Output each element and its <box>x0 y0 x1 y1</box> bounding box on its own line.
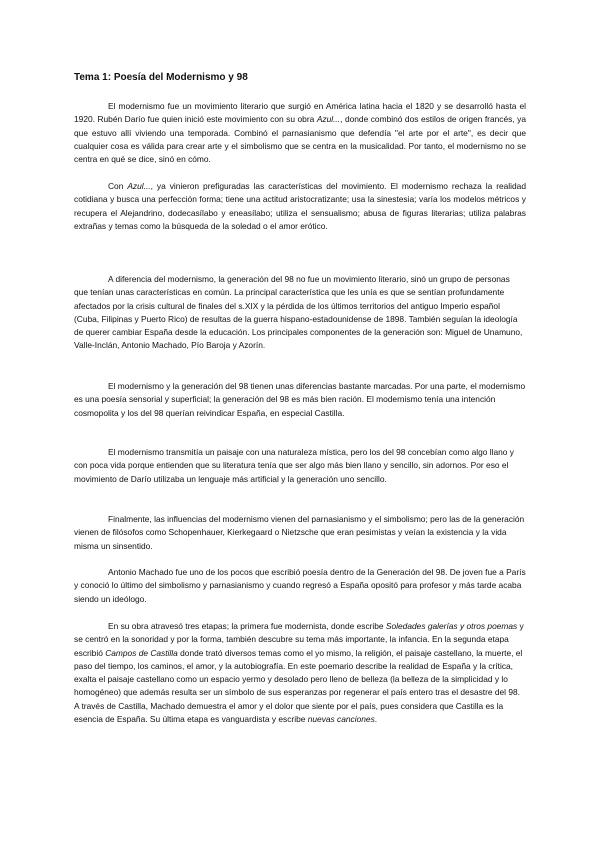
paragraph-azul-caracteristicas: Con Azul..., ya vinieron prefiguradas las características del movimiento. El modernismo rechaza la realidad cotidiana y busca una perfección forma; tiene una actitud aristocratizante; usa la sinestesia; varía los modelos métricos y recupera el Alejandrino, dodecasílabo y eneasílabo; utiliza el sensualismo; abusa de figuras literarias; utiliza palabras extrañas y temas como la búsqueda de la soledad o el amor erótico. <box>74 181 526 231</box>
paragraph-modernismo-intro: El modernismo fue un movimiento literario que surgió en América latina hacia el 1820 y se desarrolló hasta el 1920. Rubén Darío fue quien inició este movimiento con su obra Azul..., donde combinó dos estilos de origen francés, ya que estuvo allí viviendo una temporada. Combinó el parnasianismo que defendía "el arte por el arte", es decir que cualquier cosa es válida para crear arte y el simbolismo que se centra en la musicalidad. Por tanto, el modernismo no se centra en qué se dice, sinó en cómo. <box>74 101 526 165</box>
paragraph-generacion-98: A diferencia del modernismo, la generación del 98 no fue un movimiento literario, sinó un grupo de personas que tenían unas características en común. La principal característica que les unía es que se sentían profundamente afectados por la crisis cultural de finales del s.XIX y la pérdida de los últimos territorios del antiguo Imperio español (Cuba, Filipinas y Puerto Rico) de resultas de la guerra hispano-estadounidense de 1898. También seguían la ideología de querer cambiar España desde la educación. Los principales componentes de la generación son: Miguel de Unamuno, Valle-Inclán, Antonio Machado, Pío Baroja y Azorín. <box>74 274 523 351</box>
paragraph-influencias: Finalmente, las influencias del modernismo vienen del parnasianismo y el simbolismo; pero las de la generación vienen de filósofos como Schopenhauer, Kierkegaard o Nietzsche que eran pesimistas y veían la existencia y la vida misma un sinsentido. <box>74 514 525 551</box>
paragraph-antonio-machado: Antonio Machado fue uno de los pocos que escribió poesía dentro de la Generación del 98. De joven fue a París y conoció lo último del simbolismo y parnasianismo y cuando regresó a España opositó para profesor y más tarde acaba siendo un ideólogo. <box>74 567 526 604</box>
document-title: Tema 1: Poesía del Modernismo y 98 <box>74 72 248 83</box>
paragraph-paisaje: El modernismo transmitía un paisaje con una naturaleza mística, pero los del 98 concebían como algo llano y con poca vida porque entienden que su literatura tenía que ser algo más bien llano y sencillo, sin adornos. Por eso el movimiento de Darío utilizaba un lenguaje más artificial y la generación uno sencillo. <box>74 447 514 484</box>
paragraph-etapas-machado: En su obra atravesó tres etapas; la primera fue modernista, donde escribe Soledades galerías y otros poemas y se centró en la sonoridad y por la forma, también descubre su tema más importante, la infancia. En la segunda etapa escribió Campos de Castilla donde trató diversos temas como el yo mismo, la religión, el paisaje castellano, la muerte, el paso del tiempo, los caminos, el amor, y la autobiografía. En este poemario describe la realidad de España y la crítica, exalta el paisaje castellano como un espacio yermo y desolado pero lleno de belleza (la belleza de la simplicidad y lo homogéneo) que además resulta ser un símbolo de sus esperanzas por regenerar el país entero tras el desastre del 98. A través de Castilla, Machado demuestra el amor y el dolor que siente por el país, pues considera que Castilla es la esencia de España. Su última etapa es vanguardista y escribe nuevas canciones. <box>74 621 524 725</box>
paragraph-diferencias: El modernismo y la generación del 98 tienen unas diferencias bastante marcadas. Por una parte, el modernismo es una poesía sensorial y superficial; la generación del 98 es más bien ración. El modernismo tenía una intención cosmopolita y los del 98 querían reivindicar España, en especial Castilla. <box>74 381 526 418</box>
